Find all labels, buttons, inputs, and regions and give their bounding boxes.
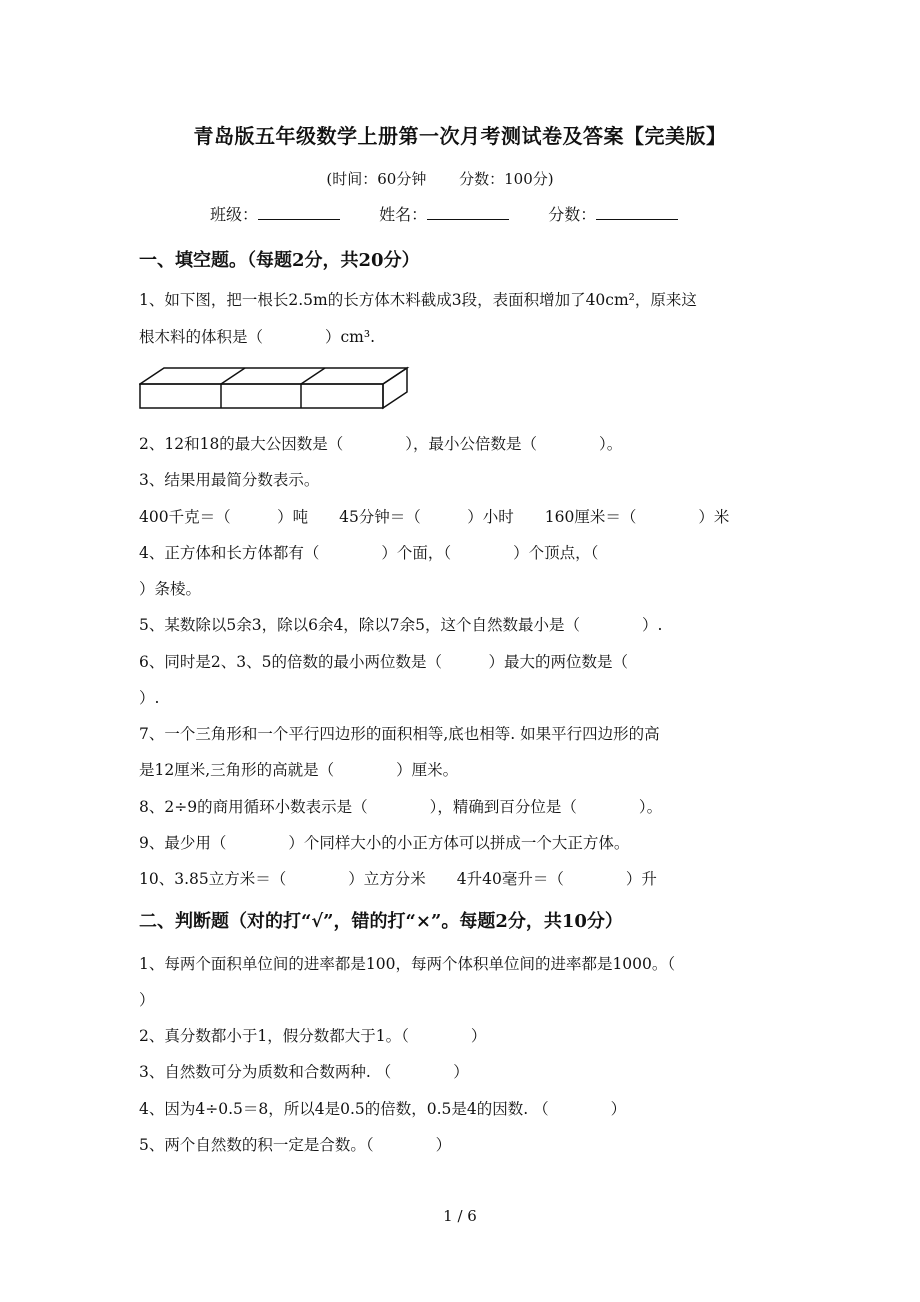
question-5: 5、某数除以5余3，除以6余4，除以7余5，这个自然数最小是（ ）. bbox=[139, 616, 663, 634]
question-4-line-2: ）条棱。 bbox=[139, 580, 202, 598]
question-9: 9、最少用（ ）个同样大小的小正方体可以拼成一个大正方体。 bbox=[139, 834, 630, 852]
cuboid-wood-figure bbox=[139, 366, 411, 412]
exam-score: 分数：100分) bbox=[459, 170, 554, 188]
exam-title: 青岛版五年级数学上册第一次月考测试卷及答案【完美版】 bbox=[193, 124, 727, 148]
judge-2: 2、真分数都小于1，假分数都大于1。（ ） bbox=[139, 1027, 487, 1045]
exam-info bbox=[0, 168, 880, 189]
question-7-line-1: 7、一个三角形和一个平行四边形的面积相等,底也相等. 如果平行四边形的高 bbox=[139, 725, 660, 743]
question-1-line-2: 根木料的体积是（ ）cm³. bbox=[139, 328, 376, 346]
class-field[interactable]: 班级： bbox=[210, 202, 340, 225]
judge-1-line-1: 1、每两个面积单位间的进率都是100，每两个体积单位间的进率都是1000。（ bbox=[139, 955, 676, 973]
question-4-line-1: 4、正方体和长方体都有（ ）个面，（ ）个顶点，（ bbox=[139, 544, 599, 562]
question-3: 3、结果用最简分数表示。 bbox=[139, 471, 320, 489]
question-10: 10、3.85立方米＝（ ）立方分米 4升40毫升＝（ ）升 bbox=[139, 870, 657, 888]
judge-1-line-2: ） bbox=[139, 991, 155, 1009]
name-blank[interactable] bbox=[427, 205, 509, 220]
question-8: 8、2÷9的商用循环小数表示是（ ），精确到百分位是（ ）。 bbox=[139, 798, 663, 816]
score-blank[interactable] bbox=[596, 205, 678, 220]
judge-4: 4、因为4÷0.5＝8，所以4是0.5的倍数，0.5是4的因数. （ ） bbox=[139, 1100, 627, 1118]
question-7-line-2: 是12厘米,三角形的高就是（ ）厘米。 bbox=[139, 761, 459, 779]
name-field[interactable]: 姓名： bbox=[379, 202, 509, 225]
score-field[interactable]: 分数： bbox=[548, 202, 678, 225]
page-number: 1 / 6 bbox=[443, 1207, 477, 1225]
question-2: 2、12和18的最大公因数是（ ），最小公倍数是（ ）。 bbox=[139, 435, 623, 453]
judge-5: 5、两个自然数的积一定是合数。（ ） bbox=[139, 1136, 452, 1154]
judge-3: 3、自然数可分为质数和合数两种. （ ） bbox=[139, 1063, 469, 1081]
question-1-line-1: 1、如下图，把一根长2.5m的长方体木料截成3段，表面积增加了40cm²，原来这 bbox=[139, 291, 697, 309]
question-6-line-1: 6、同时是2、3、5的倍数的最小两位数是（ ）最大的两位数是（ bbox=[139, 653, 628, 671]
section2-heading: 二、判断题（对的打“√”，错的打“×”。每题2分，共10分） bbox=[139, 911, 623, 932]
question-3-items: 400千克＝（ ）吨 45分钟＝（ ）小时 160厘米＝（ ）米 bbox=[139, 508, 730, 526]
class-blank[interactable] bbox=[258, 205, 340, 220]
exam-time: (时间：60分钟 bbox=[326, 170, 427, 188]
section1-heading: 一、填空题。（每题2分，共20分） bbox=[139, 250, 420, 271]
student-info-fields bbox=[210, 202, 712, 225]
question-6-line-2: ）. bbox=[139, 689, 160, 707]
